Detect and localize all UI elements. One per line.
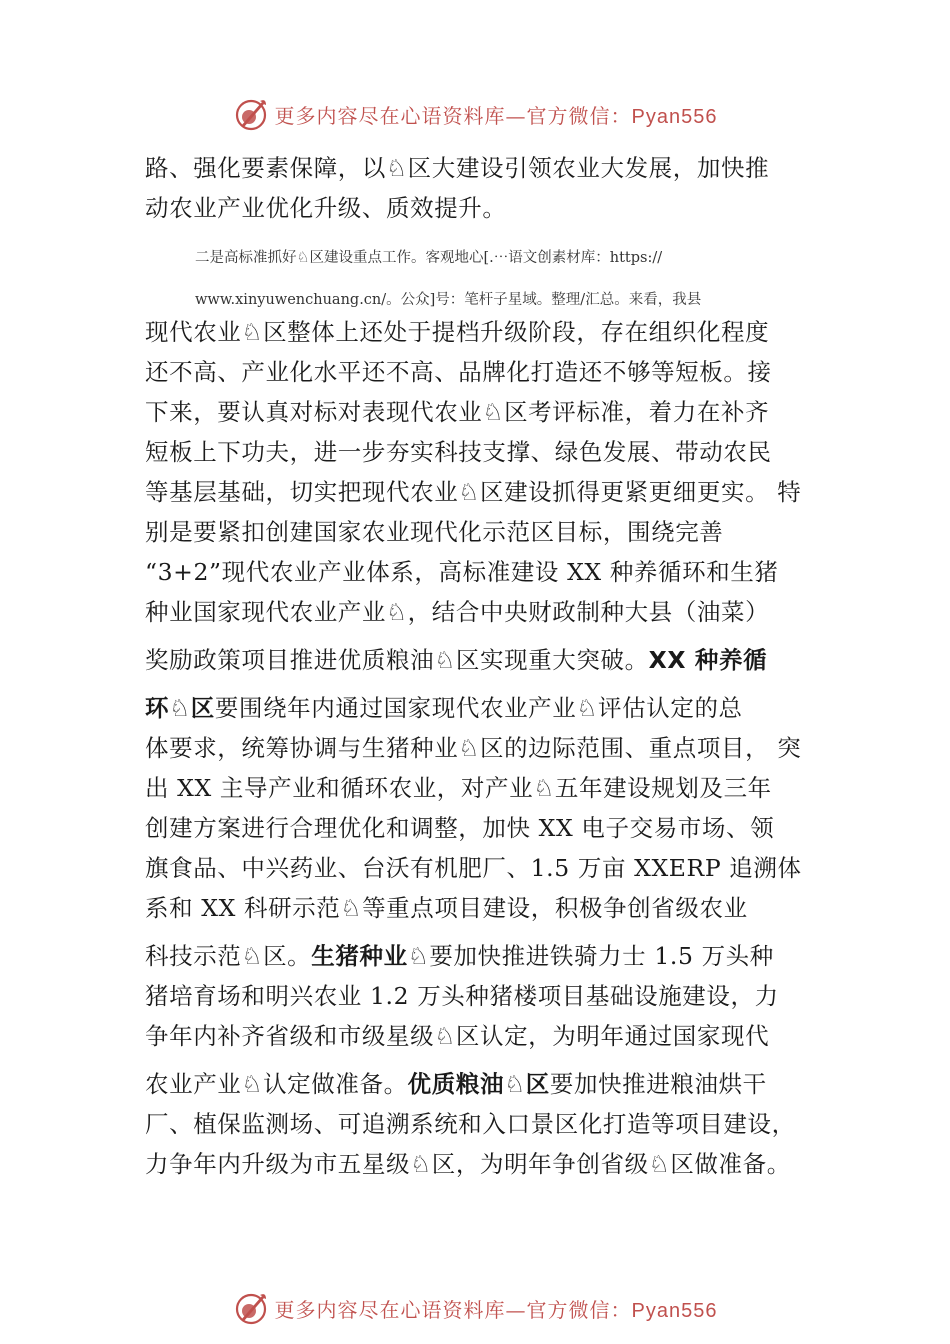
text-line: “3+2”现代农业产业体系，高标准建设 XX 种养循环和生猪 — [145, 558, 779, 586]
text-line — [145, 936, 825, 976]
text-line: 别是要紧扣创建国家农业现代化示范区目标，围绕完善 — [145, 518, 724, 546]
bold-heading-run: 环♘区 — [145, 694, 215, 722]
bold-heading-run: 生猪种业 — [311, 942, 408, 970]
text-line: 现代农业♘区整体上还处于提档升级阶段，存在组织化程度 — [145, 318, 770, 346]
text-line: 动农业产业优化升级、质效提升。 — [145, 194, 507, 222]
banner-label: 更多内容尽在心语资料库—官方微信： — [274, 1297, 632, 1322]
banner-text — [275, 100, 718, 129]
header-banner — [0, 92, 950, 136]
text-line: 等基层基础，切实把现代农业♘区建设抓得更紧更细更实。 特 — [145, 478, 802, 506]
banner-label: 更多内容尽在心语资料库—官方微信： — [274, 103, 632, 128]
text-run: 要加快推进粮油烘干 — [549, 1070, 767, 1098]
text-line: 旗食品、中兴药业、台沃有机肥厂、1.5 万亩 XXERP 追溯体 — [145, 854, 802, 882]
text-line: 短板上下功夫，进一步夯实科技支撑、绿色发展、带动农民 — [145, 438, 772, 466]
wechat-id: Pyan556 — [631, 105, 718, 128]
text-run: 奖励政策项目推进优质粮油♘区实现重大突破。 — [145, 646, 649, 674]
text-line: 路、强化要素保障，以♘区大建设引领农业大发展，加快推 — [145, 154, 770, 182]
text-line: 争年内补齐省级和市级星级♘区认定，为明年通过国家现代 — [145, 1022, 770, 1050]
text-line — [145, 688, 825, 728]
banner-text — [275, 1294, 718, 1323]
text-line: 体要求，统筹协调与生猪种业♘区的边际范围、重点项目， 突 — [145, 734, 802, 762]
text-run: ♘要加快推进铁骑力士 1.5 万头种 — [407, 942, 774, 970]
text-line — [145, 1064, 825, 1104]
inserted-note-line: 二是高标准抓好♘区建设重点工作。客观地心[.⋯语文创素材库：https:// — [195, 250, 663, 266]
inserted-note-line: www.xinyuwenchuang.cn/。公众]号：笔杆子星域。整理/汇总。来看，我县 — [195, 292, 702, 308]
document-body — [145, 148, 825, 1184]
text-run: 要围绕年内通过国家现代农业产业♘评估认定的总 — [214, 694, 743, 722]
text-line: 出 XX 主导产业和循环农业，对产业♘五年建设规划及三年 — [145, 774, 772, 802]
text-line — [145, 640, 825, 680]
footer-banner — [0, 1286, 950, 1330]
text-run: 农业产业♘认定做准备。 — [145, 1070, 408, 1098]
text-line: 猪培育场和明兴农业 1.2 万头种猪楼项目基础设施建设，力 — [145, 982, 779, 1010]
text-run: ♘ — [504, 1070, 526, 1098]
bold-heading-run: XX 种养循 — [648, 646, 768, 674]
quill-seal-icon — [233, 96, 269, 132]
text-line: 系和 XX 科研示范♘等重点项目建设，积极争创省级农业 — [145, 894, 748, 922]
text-line: 种业国家现代农业产业♘，结合中央财政制种大县（油菜） — [145, 598, 770, 626]
text-line: 厂、植保监测场、可追溯系统和入口景区化打造等项目建设， — [145, 1110, 796, 1138]
text-run: 科技示范♘区。 — [145, 942, 312, 970]
bold-heading-run: 区 — [525, 1070, 550, 1098]
text-line: 还不高、产业化水平还不高、品牌化打造还不够等短板。接 — [145, 358, 772, 386]
quill-seal-icon — [233, 1290, 269, 1326]
wechat-id: Pyan556 — [631, 1299, 718, 1322]
text-line: 力争年内升级为市五星级♘区，为明年争创省级♘区做准备。 — [145, 1150, 791, 1178]
text-line: 创建方案进行合理优化和调整，加快 XX 电子交易市场、领 — [145, 814, 775, 842]
bold-heading-run: 优质粮油 — [407, 1070, 505, 1098]
text-line: 下来，要认真对标对表现代农业♘区考评标准，着力在补齐 — [145, 398, 770, 426]
